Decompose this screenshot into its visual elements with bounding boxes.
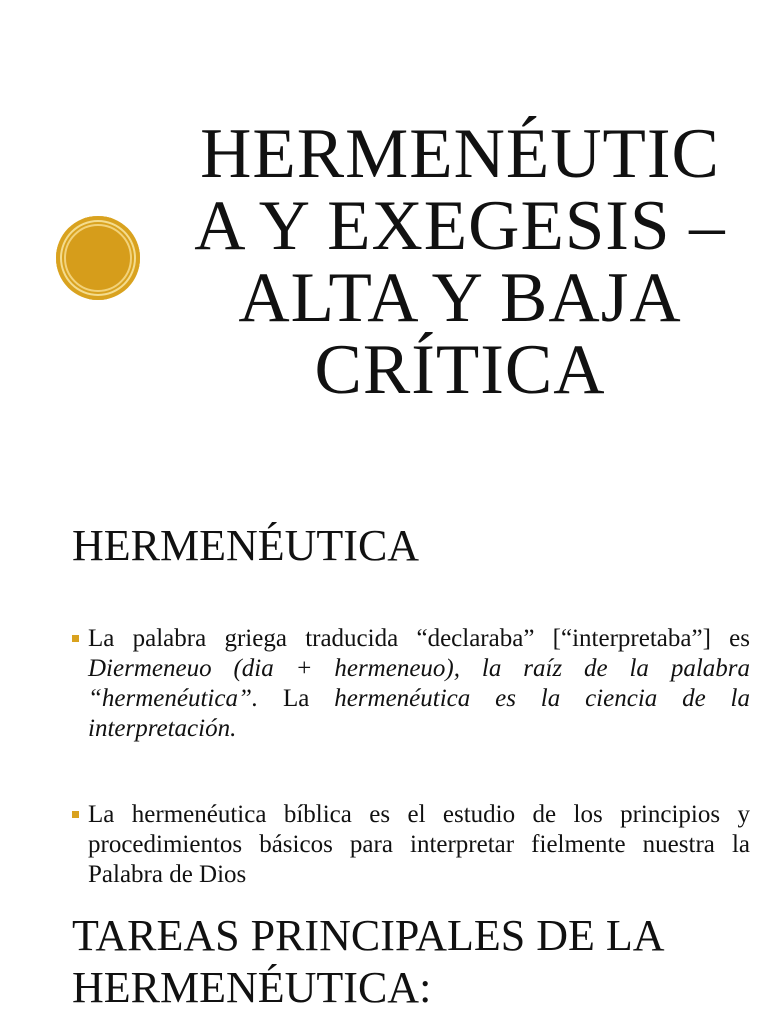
title-line-4: CRÍTICA [314,331,606,409]
gold-circle-icon [56,216,140,300]
title-line-3: ALTA Y BAJA [238,259,682,337]
tareas-slide [0,896,768,1024]
slide-title [165,115,755,409]
bullet-1-text-a: La palabra griega traducida “declaraba” [“interpretaba”] es [88,625,750,652]
bullet-item-1 [72,624,750,744]
tasks-heading-line-2: HERMENÉUTICA: [72,963,432,1012]
bullet-2-text: La hermenéutica bíblica es el estudio de los principios y procedimientos básicos para interpretar fielmente nuestra la Palabra de Dios [88,801,750,888]
title-slide [0,0,768,470]
bullet-item-2 [72,800,750,890]
tasks-heading [72,910,752,1014]
bullet-1-italic-b: hermenéutica es la ciencia de la interpretación. [88,685,750,742]
gold-circle-inner-ring [64,224,132,292]
bullet-1-italic-a: Diermeneuo (dia + hermeneuo), la raíz de la palabra “hermenéutica”. [88,655,750,712]
tasks-heading-line-1: TAREAS PRINCIPALES DE LA [72,911,665,960]
title-line-1: HERMENÉUTIC [200,115,720,193]
hermeneutica-slide [0,498,768,888]
section-heading: HERMENÉUTICA [72,521,420,570]
bullet-1-text-b: La [258,685,335,712]
title-line-2: A Y EXEGESIS – [194,187,726,265]
